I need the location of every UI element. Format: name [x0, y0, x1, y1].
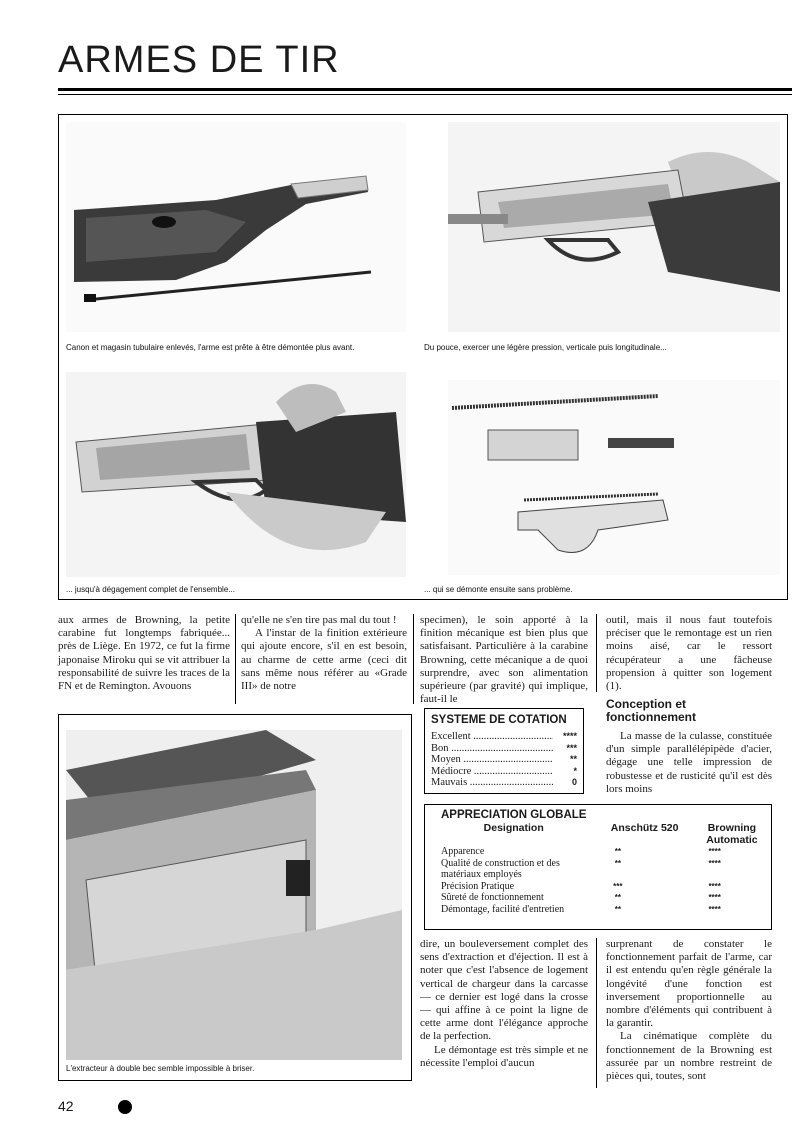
appreciation-row — [441, 881, 761, 893]
column-divider-4 — [596, 938, 597, 1088]
section-heading: Conception et fonctionnement — [606, 697, 696, 724]
browning-rating: **** — [708, 858, 721, 868]
header-automatic: Automatic — [706, 833, 758, 846]
column-4 — [606, 614, 772, 693]
criterion-label: Apparence — [441, 846, 485, 857]
header-rule-thin — [58, 94, 792, 95]
photo-rifle-stock — [66, 122, 406, 332]
column-divider-3 — [596, 614, 597, 692]
cotation-value: ** — [569, 754, 577, 764]
cotation-label: Bon ..... — [431, 743, 553, 755]
cotation-value: 0 — [571, 777, 577, 787]
photo-parts — [448, 380, 780, 575]
header-browning: Browning — [707, 822, 757, 834]
photo-receiver-thumb — [448, 122, 780, 332]
caption-mid-right: ... qui se démonte ensuite sans problème. — [424, 585, 573, 594]
cotation-label: Moyen ..... — [431, 754, 553, 766]
column-4-lower — [606, 938, 772, 1083]
header-rule-thick — [58, 88, 792, 91]
criterion-label: Sûreté de fonctionnement — [441, 892, 544, 903]
page-number: 42 — [58, 1098, 74, 1114]
cotation-row — [431, 754, 577, 766]
anschutz-rating: ** — [614, 858, 621, 868]
appreciation-list — [441, 846, 761, 915]
criterion-label: Précision Pratique — [441, 880, 515, 892]
col3b-text-1: dire, un bouleversement complet des sens d'extraction et d'éjection. Il est à noter que c'est l'absence de logement vertical de chargeur dans la carcasse — ce dernier est logé dans la crosse — qui affine à ce point la ligne de cette arme dont l'élégance approche de la perfection. — [420, 938, 588, 1043]
col3b-text-2: Le démontage est très simple et ne nécessite l'emploi d'aucun — [420, 1043, 588, 1069]
registration-dot — [118, 1100, 132, 1114]
col3-text: specimen), le soin apporté à la finition mécanique est bien plus que satisfaisant. Particulière à la carabine Browning, cette mécanique a de quoi surprendre, avec son alimentation supérieure (par gravité) qui implique, faut-il le — [420, 614, 588, 706]
cotation-row — [431, 766, 577, 778]
appreciation-row — [441, 858, 761, 881]
caption-top-right: Du pouce, exercer une légère pression, verticale puis longitudinale... — [424, 343, 667, 352]
caption-mid-left: ... jusqu'à dégagement complet de l'ensemble... — [66, 585, 235, 594]
cotation-box — [424, 708, 584, 794]
cotation-row — [431, 731, 577, 743]
column-3-lower — [420, 938, 588, 1070]
col1-text: aux armes de Browning, la petite carabine fut longtemps fabriquée... près de Liège. En 1972, ce fut la firme japonaise Miroku qui se vit attribuer la responsabilité de suivre les traces de la FN et de Remington. Avouons — [58, 614, 230, 693]
browning-rating: **** — [708, 847, 721, 856]
col4-text-1: outil, mais il nous faut toutefois préciser que le remontage est un rien moins aisé, car le ressort récupérateur a une fâcheuse propension à quitter son logement (1). — [606, 614, 772, 693]
col4b-text-2: La cinématique complète du fonctionnement de la Browning est assurée par un nombre restreint de pièces qui, toutes, sont — [606, 1030, 772, 1083]
column-3 — [420, 614, 588, 706]
photo-extractor — [66, 730, 402, 1060]
cotation-label: Médiocre ..... — [431, 766, 553, 778]
anschutz-rating: ** — [614, 893, 621, 902]
appreciation-row — [441, 892, 761, 904]
column-divider-2 — [413, 614, 414, 704]
appreciation-box — [424, 804, 772, 930]
caption-top-left: Canon et magasin tubulaire enlevés, l'arme est prête à être démontée plus avant. — [66, 343, 355, 352]
column-1 — [58, 614, 230, 693]
anschutz-rating: ** — [614, 847, 621, 856]
appreciation-row — [441, 904, 761, 916]
cotation-label: Excellent ..... — [431, 731, 553, 743]
browning-rating: **** — [708, 881, 721, 891]
cotation-row — [431, 743, 577, 755]
cotation-value: * — [573, 765, 577, 776]
appreciation-row — [441, 846, 761, 858]
col2-text-2: A l'instar de la finition extérieure qui ajoute encore, s'il en est besoin, au charme de cette arme (ceci dit sans même nous référer au «Grade III» de notre — [241, 627, 407, 693]
header-designation: Designation — [483, 822, 544, 834]
column-divider-1 — [235, 614, 236, 704]
criterion-label: Qualité de construction et des matériaux employés — [441, 857, 560, 880]
header-anschutz: Anschütz 520 — [610, 822, 679, 834]
cotation-value: *** — [566, 742, 577, 753]
photo-disassembly — [66, 372, 406, 577]
col4-text-2: La masse de la culasse, constituée d'un simple parallélépipède d'acier, dégage une telle impression de robustesse et de rusticité qu'il est dès lors moins — [606, 730, 772, 795]
cotation-row — [431, 777, 577, 789]
page-title: ARMES DE TIR — [58, 39, 340, 81]
column-4b — [606, 730, 772, 796]
cotation-list — [431, 731, 577, 789]
criterion-label: Démontage, facilité d'entretien — [441, 903, 565, 915]
anschutz-rating: ** — [614, 904, 621, 914]
column-2 — [241, 614, 407, 693]
cotation-label: Mauvais ..... — [431, 777, 553, 789]
caption-bottom-photo: L'extracteur à double bec semble impossible à briser. — [66, 1064, 255, 1073]
cotation-value: **** — [562, 731, 577, 741]
anschutz-rating: *** — [613, 881, 623, 891]
col2-text-1: qu'elle ne s'en tire pas mal du tout ! — [241, 614, 397, 626]
browning-rating: **** — [708, 904, 721, 914]
col4b-text-1: surprenant de constater le fonctionnement parfait de l'arme, car il est entendu qu'en règle générale la longévité d'une fonction est inversement proportionnelle au nombre d'éléments qui contribuent à la garantir. — [606, 938, 772, 1030]
appreciation-title: APPRECIATION GLOBALE — [441, 809, 587, 821]
browning-rating: **** — [708, 893, 721, 902]
cotation-title: SYSTEME DE COTATION — [431, 714, 567, 726]
